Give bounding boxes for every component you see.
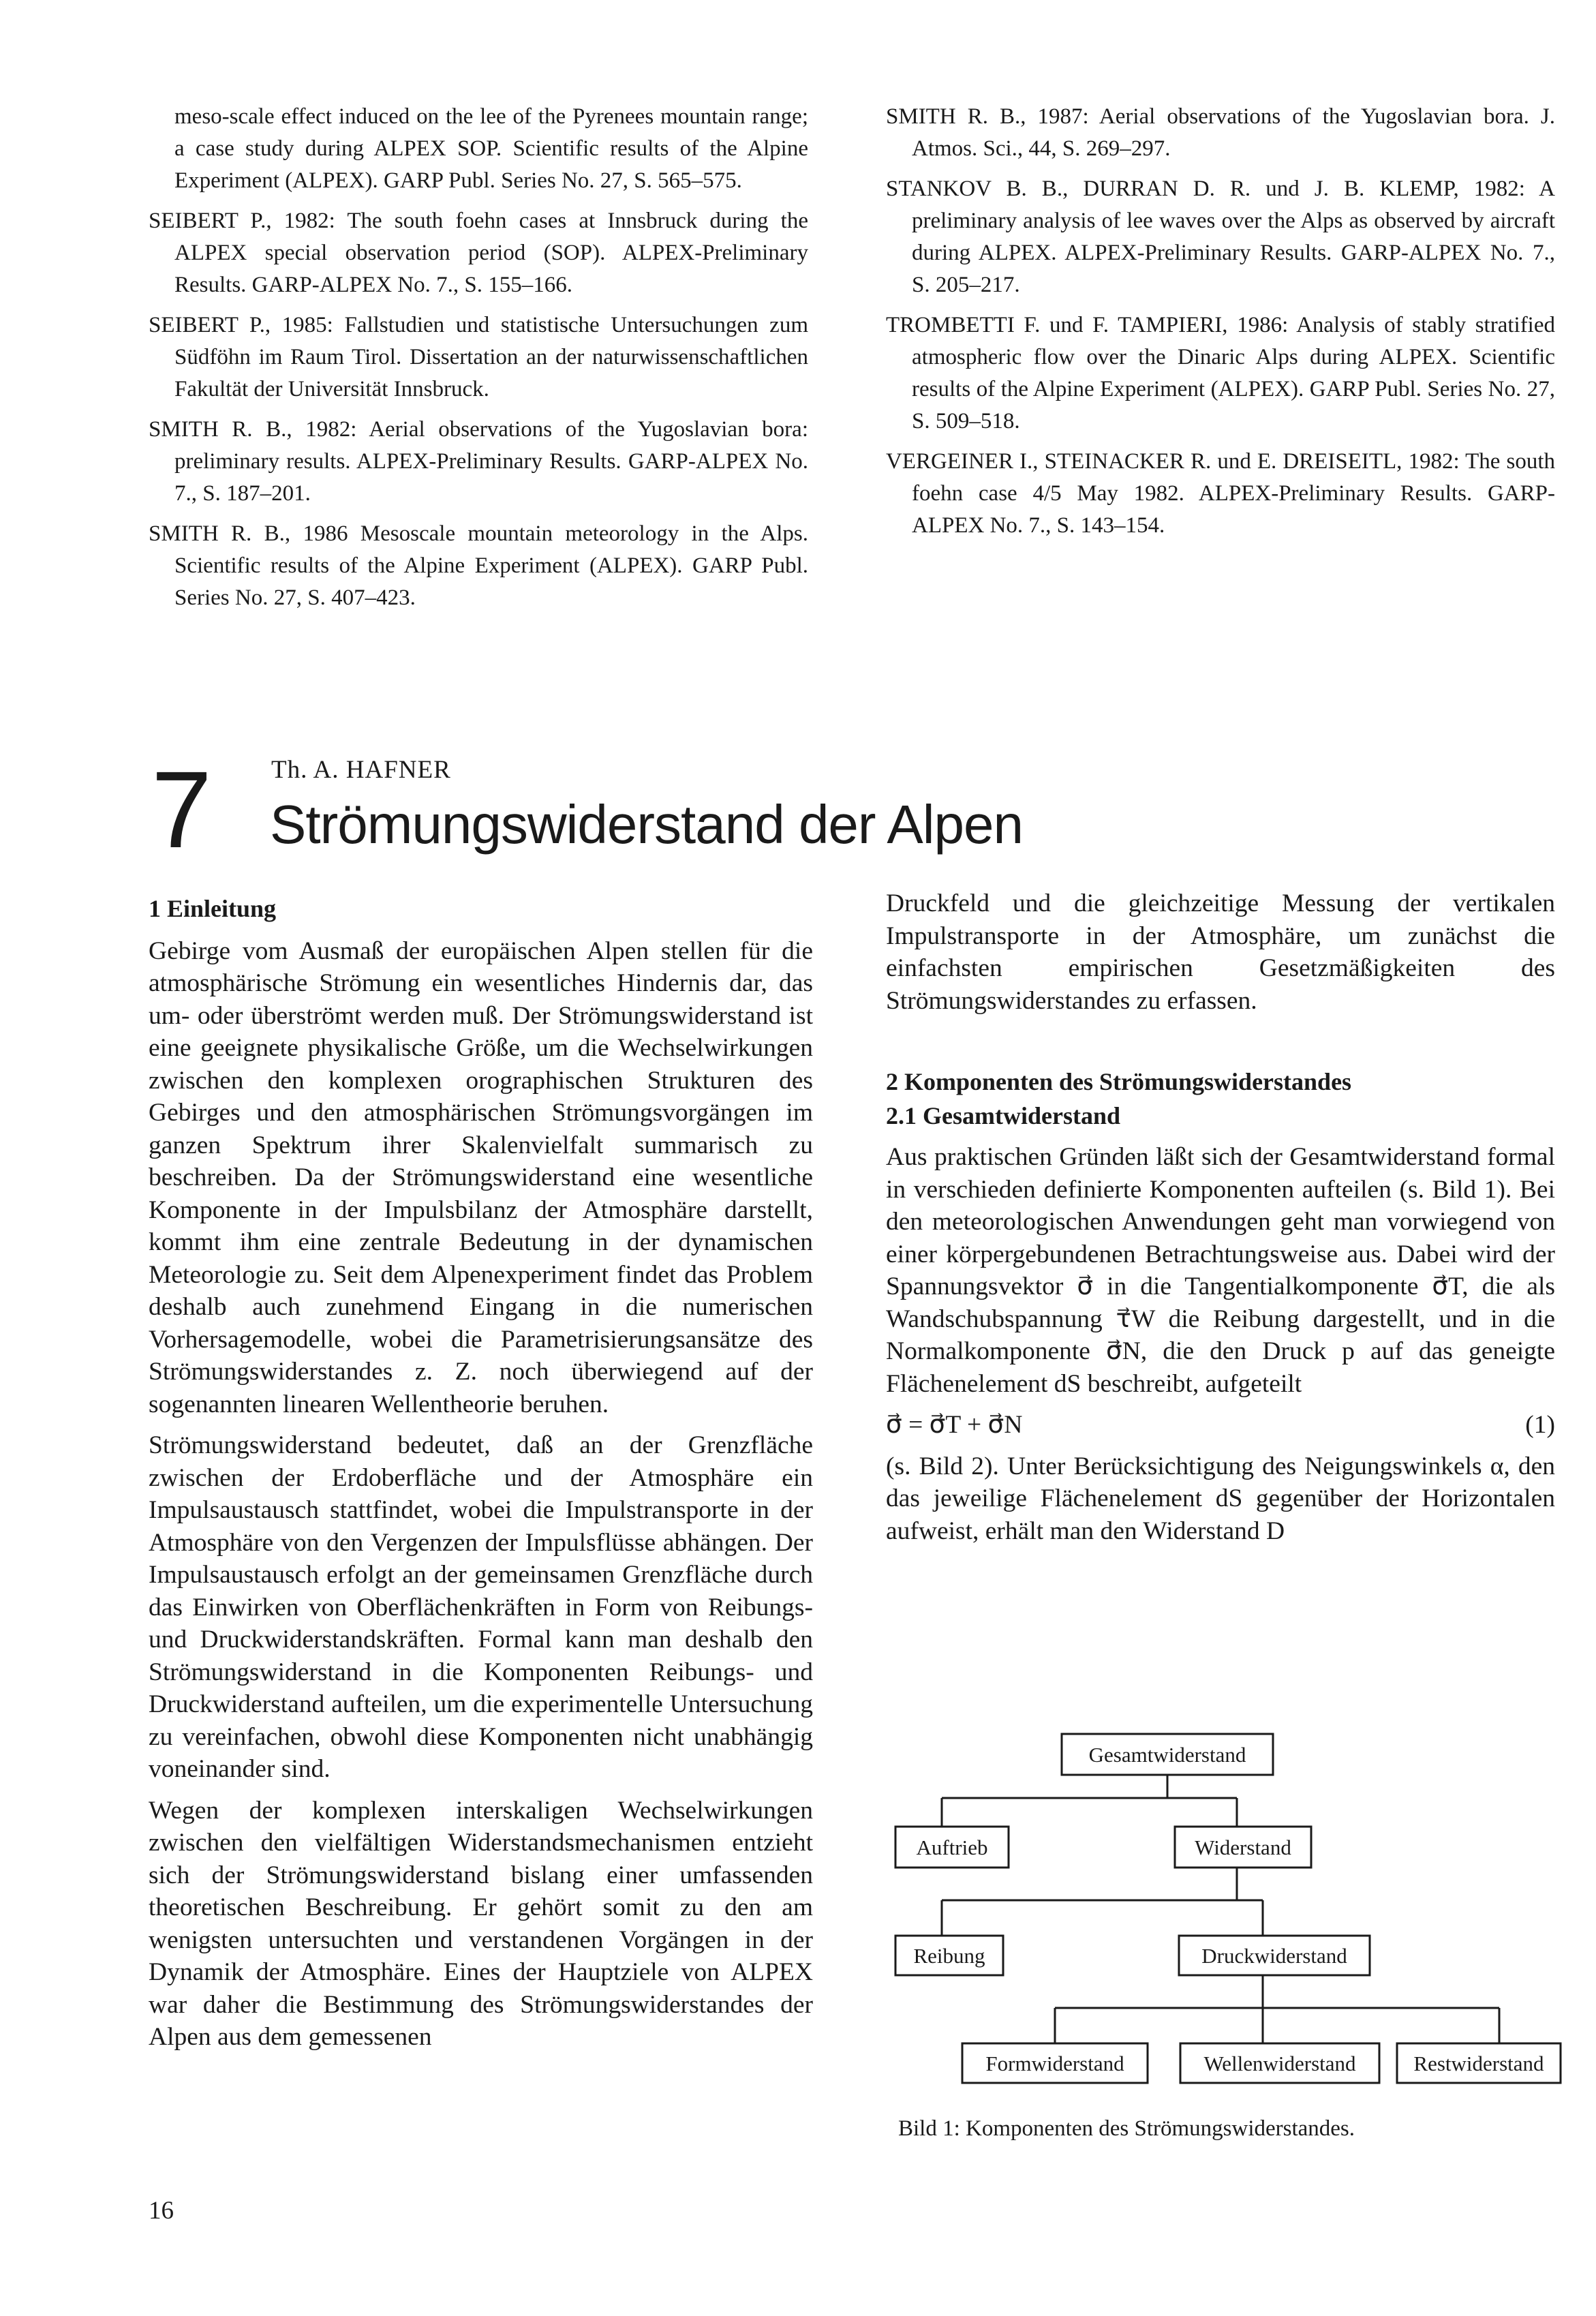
equation-body: σ⃗ = σ⃗T + σ⃗N <box>886 1411 1023 1439</box>
box-gesamtwiderstand <box>1062 1734 1273 1775</box>
box-label: Formwiderstand <box>985 2052 1124 2075</box>
reference-entry: meso-scale effect induced on the lee of the Pyrenees mountain range; a case study during ALPEX SOP. Scientific results of the Alpine Experiment (ALPEX). GARP Publ. Series No. 27, S. 565–575. <box>174 104 808 193</box>
box-druckwiderstand <box>1179 1936 1370 1975</box>
box-reibung <box>895 1936 1003 1975</box>
box-label: Widerstand <box>1195 1835 1291 1859</box>
box-label: Auftrieb <box>916 1835 988 1859</box>
box-label: Druckwiderstand <box>1201 1944 1347 1968</box>
box-restwiderstand <box>1397 2043 1561 2083</box>
reference-entry: SEIBERT P., 1982: The south foehn cases at Innsbruck during the ALPEX special observation period (SOP). ALPEX-Preliminary Results. GARP-ALPEX No. 7., S. 155–166. <box>149 209 808 297</box>
body-paragraph: (s. Bild 2). Unter Berücksichtigung des Neigungswinkels α, den das jeweilige Flächenelement dS gegenüber der Horizontalen aufweist, erhält man den Widerstand D <box>886 1452 1555 1545</box>
section-heading: 2 Komponenten des Strömungswiderstandes <box>886 1068 1352 1095</box>
box-label: Reibung <box>913 1944 985 1968</box>
box-widerstand <box>1175 1827 1311 1868</box>
reference-entry: SMITH R. B., 1987: Aerial observations of the Yugoslavian bora. J. Atmos. Sci., 44, S. 269–297. <box>886 104 1555 161</box>
reference-entry: SEIBERT P., 1985: Fallstudien und statistische Untersuchungen zum Südföhn im Raum Tirol. Dissertation an der naturwissenschaftlichen Fakultät der Universität Innsbruck. <box>149 313 808 401</box>
body-left-column <box>149 893 813 2062</box>
reference-entry: STANKOV B. B., DURRAN D. R. und J. B. KLEMP, 1982: A preliminary analysis of lee waves over the Alps as observed by aircraft during ALPEX. ALPEX-Preliminary Results. GARP-ALPEX No. 7., S. 205–217. <box>886 177 1555 297</box>
box-wellenwiderstand <box>1180 2043 1379 2083</box>
section-heading: 1 Einleitung <box>149 895 277 922</box>
body-right-column <box>886 887 1555 1556</box>
page-number: 16 <box>149 2197 174 2225</box>
reference-entry: VERGEINER I., STEINACKER R. und E. DREISEITL, 1982: The south foehn case 4/5 May 1982. ALPEX-Preliminary Results. GARP-ALPEX No. 7., S. 143–154. <box>886 449 1555 538</box>
box-label: Wellenwiderstand <box>1203 2052 1356 2075</box>
box-auftrieb <box>895 1827 1009 1868</box>
reference-entry: SMITH R. B., 1986 Mesoscale mountain meteorology in the Alps. Scientific results of the Alpine Experiment (ALPEX). GARP Publ. Series No. 27, S. 407–423. <box>149 521 808 610</box>
equation <box>886 1409 1555 1442</box>
references-left <box>149 101 808 622</box>
chapter-author: Th. A. HAFNER <box>271 756 451 784</box>
components-diagram <box>886 1718 1567 2181</box>
body-paragraph: Strömungswiderstand bedeutet, daß an der Grenzfläche zwischen der Erdoberfläche und der Atmosphäre ein Impulsaustausch stattfindet, wobei die Impulstransporte in der Atmosphäre von den Vergenzen der Impulsflüsse abhängen. Der Impulsaustausch erfolgt an der gemeinsamen Grenzfläche durch das Einwirken von Oberflächenkräften in Form von Reibungs- und Druckwiderstandskräften. Formal kann man deshalb den Strömungswiderstand in die Komponenten Reibungs- und Druckwiderstand aufteilen, um die experimentelle Untersuchung zu vereinfachen, obwohl diese Komponenten nicht unabhängig voneinander sind. <box>149 1431 813 1783</box>
box-label: Restwiderstand <box>1413 2052 1544 2075</box>
chapter-title: Strömungswiderstand der Alpen <box>270 794 1023 855</box>
references-right <box>886 101 1555 550</box>
chapter-number: 7 <box>151 748 212 870</box>
body-paragraph: Wegen der komplexen interskaligen Wechselwirkungen zwischen den vielfältigen Widerstandsmechanismen entzieht sich der Strömungswiderstand bislang einer umfassenden theoretischen Beschreibung. Er gehört somit zu den am wenigsten untersuchten und verstandenen Vorgängen in der Dynamik der Atmosphäre. Eines der Hauptziele von ALPEX war daher die Bestimmung des Strömungswiderstandes der Alpen aus dem gemessenen <box>149 1796 813 2051</box>
box-formwiderstand <box>962 2043 1148 2083</box>
figure-caption: Bild 1: Komponenten des Strömungswiderstandes. <box>898 2116 1355 2141</box>
reference-entry: SMITH R. B., 1982: Aerial observations of the Yugoslavian bora: preliminary results. ALPEX-Preliminary Results. GARP-ALPEX No. 7., S. 187–201. <box>149 417 808 506</box>
body-paragraph: Gebirge vom Ausmaß der europäischen Alpen stellen für die atmosphärische Strömung ein wesentliches Hindernis dar, das um- oder überströmt werden muß. Der Strömungswiderstand ist eine geeignete physikalische Größe, um die Wechselwirkungen zwischen den komplexen orographischen Strukturen des Gebirges und den atmosphärischen Strömungsvorgängen im ganzen Spektrum ihrer Skalenvielfalt summarisch zu beschreiben. Da der Strömungswiderstand eine wesentliche Komponente in der Impulsbilanz der Atmosphäre darstellt, kommt ihm eine zentrale Bedeutung in der dynamischen Meteorologie zu. Seit dem Alpenexperiment findet das Problem deshalb auch zunehmend Eingang in die numerischen Vorhersagemodelle, wobei die Parametrisierungsansätze des Strömungswiderstandes z. Z. noch überwiegend auf der sogenannten linearen Wellentheorie beruhen. <box>149 936 813 1418</box>
body-paragraph: Aus praktischen Gründen läßt sich der Gesamtwiderstand formal in verschieden definierte Komponenten aufteilen (s. Bild 1). Bei den meteorologischen Anwendungen geht man vorwiegend von einer körpergebundenen Betrachtungsweise aus. Dabei wird der Spannungsvektor σ⃗ in die Tangentialkomponente σ⃗T, die als Wandschubspannung τ⃗W die Reibung dargestellt, und in die Normalkomponente σ⃗N, die den Druck p auf das geneigte Flächenelement dS beschreibt, aufgeteilt <box>886 1143 1555 1398</box>
body-paragraph: Druckfeld und die gleichzeitige Messung der vertikalen Impulstransporte in der Atmosphäre, um zunächst die einfachsten empirischen Gesetzmäßigkeiten des Strömungswiderstandes zu erfassen. <box>886 889 1555 1015</box>
box-label: Gesamtwiderstand <box>1088 1743 1246 1767</box>
reference-entry: TROMBETTI F. und F. TAMPIERI, 1986: Analysis of stably stratified atmospheric flow over the Dinaric Alps during ALPEX. Scientific results of the Alpine Experiment (ALPEX). GARP Publ. Series No. 27, S. 509–518. <box>886 313 1555 433</box>
subsection-heading: 2.1 Gesamtwiderstand <box>886 1102 1120 1129</box>
equation-number: (1) <box>1525 1411 1555 1439</box>
